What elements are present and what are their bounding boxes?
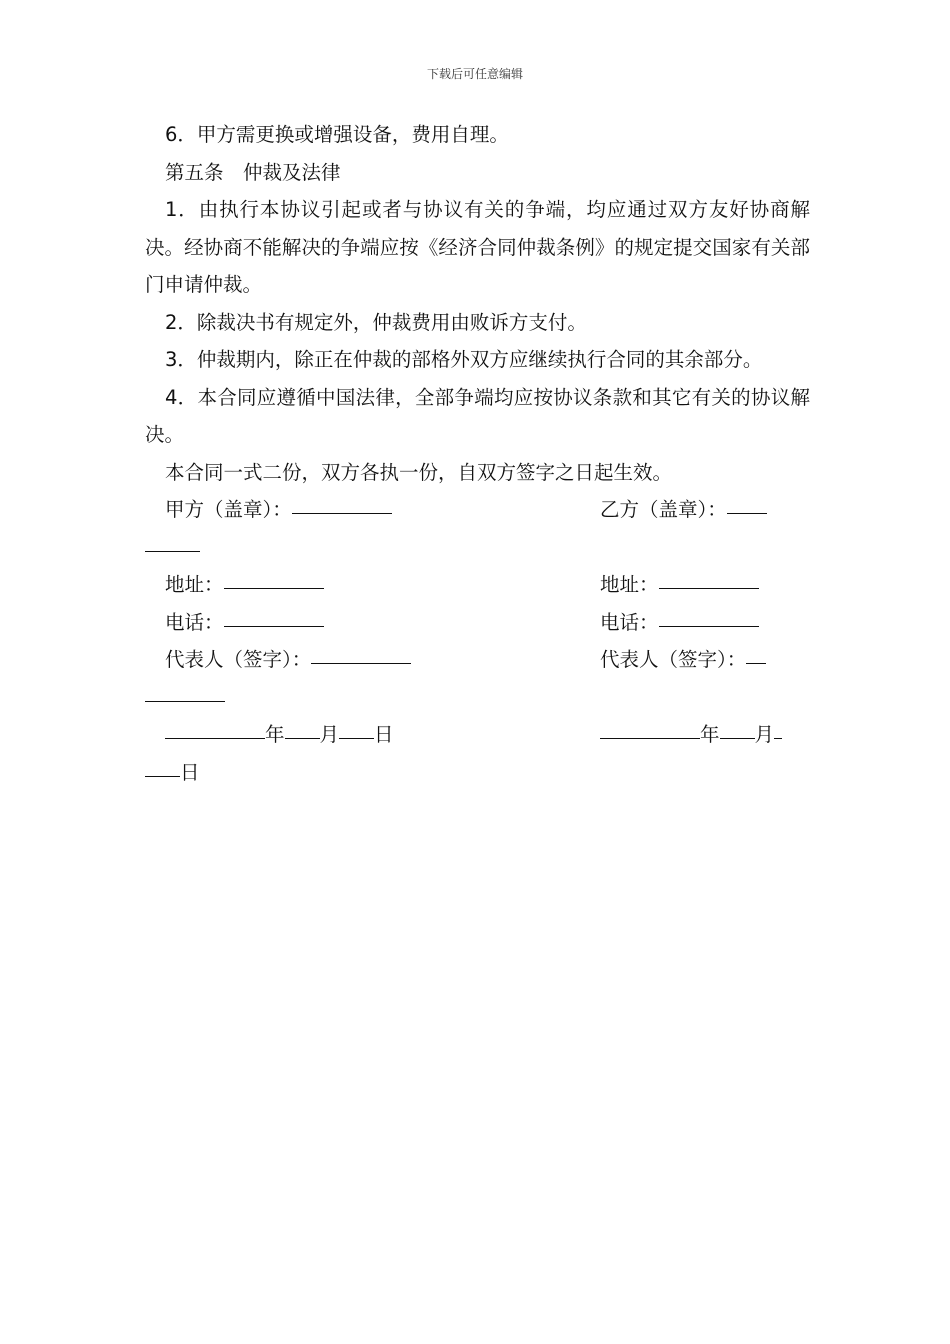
party-a-seal-label: 甲方（盖章）：: [165, 498, 292, 521]
party-b-address-blank[interactable]: [659, 566, 759, 589]
party-a-day-label: 日: [374, 723, 394, 746]
party-b-phone-blank[interactable]: [659, 604, 759, 627]
party-b-month-label: 月: [754, 723, 775, 746]
address-row: [145, 566, 810, 604]
party-a-year-label: 年: [265, 723, 285, 746]
party-b-rep-blank[interactable]: [746, 641, 766, 664]
party-a-seal: [165, 491, 392, 529]
party-a-address: [165, 566, 324, 604]
arbitration-clause-2: 2．除裁决书有规定外，仲裁费用由败诉方支付。: [165, 310, 587, 334]
party-a-month-blank[interactable]: [285, 716, 320, 739]
party-a-date: [165, 716, 394, 754]
party-b-rep-blank-cont[interactable]: [145, 679, 225, 702]
party-b-month-blank[interactable]: [720, 716, 755, 739]
party-b-address-label: 地址：: [600, 573, 659, 596]
party-b-seal-blank-cont[interactable]: [145, 529, 200, 552]
party-a-address-label: 地址：: [165, 573, 224, 596]
party-b-phone: [600, 604, 759, 642]
arbitration-clause-3: 3．仲裁期内，除正在仲裁的部格外双方应继续执行合同的其余部分。: [165, 348, 763, 371]
party-b-year-label: 年: [700, 723, 720, 746]
date-row: [145, 716, 810, 754]
party-a-seal-blank[interactable]: [292, 491, 392, 514]
date-row-continued: [145, 754, 810, 792]
clause-6: 6．甲方需更换或增强设备，费用自理。: [165, 123, 509, 146]
party-b-representative: [600, 641, 766, 679]
seal-row-continued: [145, 529, 810, 567]
page-header: 下载后可任意编辑: [426, 67, 523, 81]
party-b-phone-label: 电话：: [600, 610, 659, 634]
party-a-rep-blank[interactable]: [311, 641, 411, 664]
party-a-phone: [165, 604, 324, 642]
party-b-date: [600, 716, 782, 754]
party-b-day-blank-cont[interactable]: [145, 754, 180, 777]
party-b-seal-blank[interactable]: [727, 491, 767, 514]
representative-row-continued: [145, 679, 810, 717]
phone-row: [145, 604, 810, 642]
party-b-rep-label: 代表人（签字）：: [600, 648, 747, 671]
party-b-seal: [600, 491, 767, 529]
contract-body: [145, 116, 810, 791]
arbitration-clause-1: 1．由执行本协议引起或者与协议有关的争端，均应通过双方友好协商解决。经协商不能解决的争端应按《经济合同仲裁条例》的规定提交国家有关部门申请仲裁。: [145, 198, 810, 296]
party-a-day-blank[interactable]: [339, 716, 374, 739]
party-a-address-blank[interactable]: [224, 566, 324, 589]
party-b-day-label: 日: [180, 760, 200, 784]
representative-row: [145, 641, 810, 679]
copies-clause: 本合同一式二份，双方各执一份，自双方签字之日起生效。: [165, 460, 673, 484]
party-b-year-blank[interactable]: [600, 716, 700, 739]
party-b-address: [600, 566, 759, 604]
party-a-phone-blank[interactable]: [224, 604, 324, 627]
seal-row: [145, 491, 810, 529]
article-5-heading: 第五条 仲裁及法律: [165, 160, 341, 184]
arbitration-clause-4: 4．本合同应遵循中国法律，全部争端均应按协议条款和其它有关的协议解决。: [145, 385, 810, 446]
party-b-seal-label: 乙方（盖章）：: [600, 498, 727, 521]
party-a-phone-label: 电话：: [165, 610, 224, 634]
party-b-day-blank[interactable]: [774, 716, 782, 739]
party-a-rep-label: 代表人（签字）：: [165, 648, 312, 671]
party-a-year-blank[interactable]: [165, 716, 265, 739]
party-a-representative: [165, 641, 411, 679]
party-a-month-label: 月: [319, 723, 340, 746]
